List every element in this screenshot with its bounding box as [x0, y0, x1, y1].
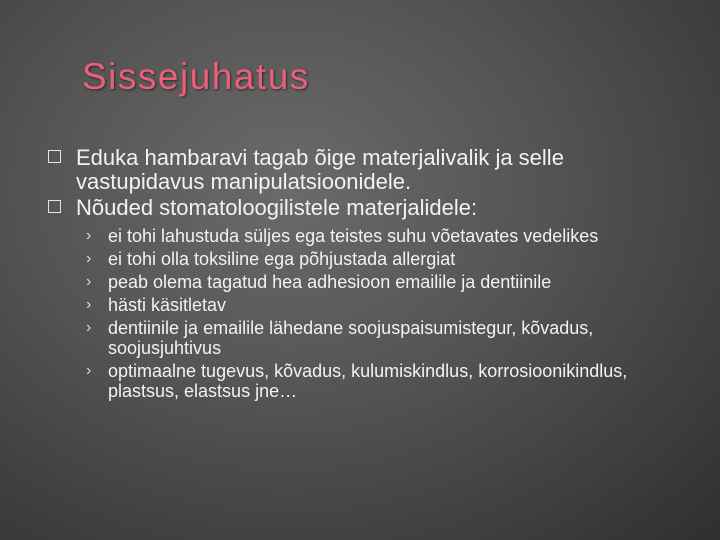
sub-bullet-text: hästi käsitletav — [108, 295, 227, 315]
box-bullet-icon — [48, 200, 61, 213]
bullet-text: Nõuded stomatoloogilistele materjalidele: — [76, 195, 478, 220]
sub-bullet-item — [86, 295, 684, 315]
chevron-right-icon: › — [86, 227, 92, 244]
bullet-item — [44, 196, 684, 220]
sub-bullet-item — [86, 249, 684, 269]
sub-bullet-item — [86, 226, 684, 246]
sub-bullet-text: dentiinile ja emailile lähedane soojuspaisumistegur, kõvadus, soojusjuhtivus — [108, 318, 594, 358]
bullet-list — [44, 146, 684, 404]
sub-bullet-item — [86, 318, 684, 358]
chevron-right-icon: › — [86, 362, 92, 379]
chevron-right-icon: › — [86, 296, 92, 313]
sub-bullet-text: ei tohi lahustuda süljes ega teistes suhu võetavates vedelikes — [108, 226, 599, 246]
bullet-text: Eduka hambaravi tagab õige materjalivalik ja selle vastupidavus manipulatsioonidele. — [76, 145, 564, 194]
sub-bullet-item — [86, 361, 684, 401]
chevron-right-icon: › — [86, 250, 92, 267]
sub-bullet-text: optimaalne tugevus, kõvadus, kulumiskindlus, korrosioonikindlus, plastsus, elastsus jne… — [108, 361, 628, 401]
slide-title: Sissejuhatus — [82, 56, 310, 97]
chevron-right-icon: › — [86, 319, 92, 336]
sub-bullet-text: ei tohi olla toksiline ega põhjustada allergiat — [108, 249, 456, 269]
box-bullet-icon — [48, 150, 61, 163]
sub-bullet-text: peab olema tagatud hea adhesioon emailile ja dentiinile — [108, 272, 552, 292]
sub-bullet-item — [86, 272, 684, 292]
sub-bullet-list — [86, 226, 684, 401]
bullet-item — [44, 146, 684, 194]
chevron-right-icon: › — [86, 273, 92, 290]
